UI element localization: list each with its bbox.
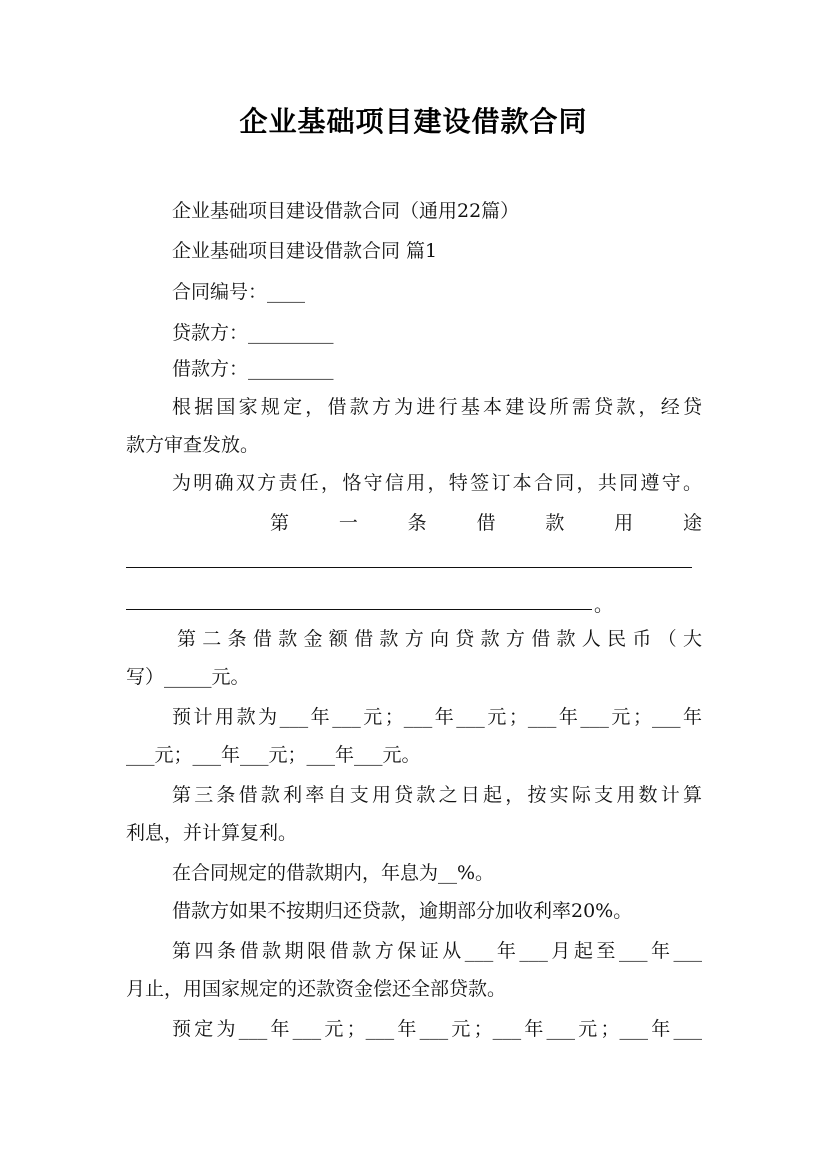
paragraph-line: 第二条借款金额借款方向贷款方借款人民币（大 <box>177 628 702 650</box>
paragraph-line: 在合同规定的借款期内，年息为__%。 <box>172 862 495 884</box>
contract-number-line: 合同编号：____ <box>172 281 306 303</box>
doc-subtitle: 企业基础项目建设借款合同（通用22篇） <box>172 200 520 222</box>
paragraph-line: 根据国家规定，借款方为进行基本建设所需贷款，经贷 <box>172 396 702 418</box>
paragraph-line: 月止，用国家规定的还款资金偿还全部贷款。 <box>126 978 507 1000</box>
paragraph-line: 借款方如果不按期归还贷款，逾期部分加收利率20%。 <box>172 900 633 922</box>
blank-rule <box>126 567 692 568</box>
document-title: 企业基础项目建设借款合同 <box>239 105 588 138</box>
paragraph-line: 利息，并计算复利。 <box>126 822 298 844</box>
paragraph-line: 写）_____元。 <box>126 666 250 688</box>
lender-line: 贷款方：_________ <box>172 322 334 344</box>
paragraph-line: 预定为___年___元；___年___元；___年___元；___年___ <box>172 1018 702 1040</box>
paragraph-line: 第四条借款期限借款方保证从___年___月起至___年___ <box>172 940 702 962</box>
article-one-heading: 第 一 条 借 款 用 途 <box>270 512 702 534</box>
section-heading: 企业基础项目建设借款合同 篇1 <box>172 240 438 262</box>
blank-rule <box>126 609 592 610</box>
paragraph-line: 预计用款为___年___元；___年___元；___年___元；___年 <box>172 706 702 728</box>
paragraph-line: 第三条借款利率自支用贷款之日起，按实际支用数计算 <box>172 784 702 806</box>
borrower-line: 借款方：_________ <box>172 358 334 380</box>
paragraph-line: 为明确双方责任，恪守信用，特签订本合同，共同遵守。 <box>172 472 702 494</box>
paragraph-line: 款方审查发放。 <box>126 434 260 456</box>
paragraph-line: ___元；___年___元；___年___元。 <box>126 744 421 766</box>
period-mark: 。 <box>594 594 614 616</box>
